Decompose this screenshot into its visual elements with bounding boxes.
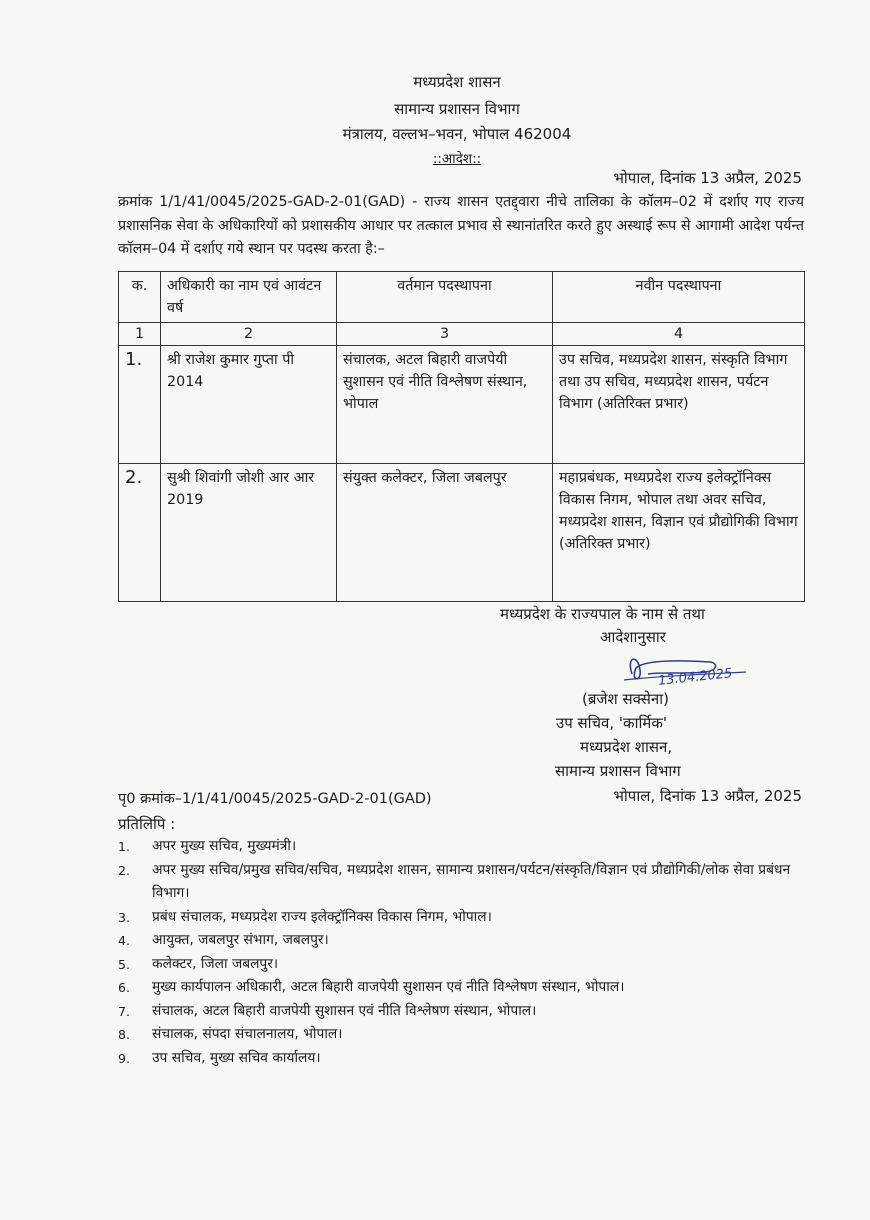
- header-current-posting: वर्तमान पदस्थापना: [337, 272, 553, 323]
- row-officer-name: श्री राजेश कुमार गुप्ता पी 2014: [161, 346, 337, 464]
- list-item: [118, 906, 808, 930]
- endorsement-number: पृ0 क्रमांक–1/1/41/0045/2025-GAD-2-01(GAD): [118, 791, 432, 807]
- row-serial: 2.: [119, 464, 161, 602]
- signatory-govt: मध्यप्रदेश शासन,: [580, 738, 673, 756]
- address-heading: मंत्रालय, वल्लभ–भवन, भोपाल 462004: [342, 125, 572, 143]
- list-number: 1.: [118, 839, 130, 854]
- list-item: [118, 1023, 808, 1047]
- table-row: [119, 346, 805, 464]
- list-item: [118, 1000, 808, 1024]
- list-number: 2.: [118, 862, 130, 878]
- column-number-row: [119, 323, 805, 346]
- copy-to-list: [118, 835, 808, 1070]
- copy-recipient: अपर मुख्य सचिव/प्रमुख सचिव/सचिव, मध्यप्रदेश शासन, सामान्य प्रशासन/पर्यटन/संस्कृति/विज्ञान एवं प्रौद्योगिकी/लोक सेवा प्रबंधन विभाग।: [152, 861, 791, 901]
- signatory-designation: उप सचिव, 'कार्मिक': [556, 714, 667, 732]
- signatory-department: सामान्य प्रशासन विभाग: [555, 762, 681, 780]
- list-item: [118, 953, 808, 977]
- governor-order-line: मध्यप्रदेश के राज्यपाल के नाम से तथा: [500, 605, 705, 623]
- copy-recipient: अपर मुख्य सचिव, मुख्यमंत्री।: [152, 838, 297, 854]
- copy-recipient: कलेक्टर, जिला जबलपुर।: [152, 955, 279, 972]
- list-item: [118, 976, 808, 1000]
- order-heading: ::आदेश::: [432, 151, 482, 167]
- copy-recipient: संचालक, अटल बिहारी वाजपेयी सुशासन एवं नीति विश्लेषण संस्थान, भोपाल।: [152, 1002, 537, 1019]
- order-authority-line: आदेशानुसार: [600, 628, 666, 646]
- header-new-posting: नवीन पदस्थापना: [553, 272, 805, 323]
- column-number: 3: [337, 323, 553, 346]
- row-current-posting: संचालक, अटल बिहारी वाजपेयी सुशासन एवं नीति विश्लेषण संस्थान, भोपाल: [337, 346, 553, 464]
- list-number: 9.: [118, 1050, 130, 1066]
- list-number: 5.: [118, 956, 130, 972]
- copy-recipient: आयुक्त, जबलपुर संभाग, जबलपुर।: [152, 932, 329, 948]
- order-intro-paragraph: क्रमांक 1/1/41/0045/2025-GAD-2-01(GAD) - राज्य शासन एतद्द्वारा नीचे तालिका के कॉलम–02 में दर्शाए गए राज्य प्रशासनिक सेवा के अधिकारियों को प्रशासकीय आधार पर तत्काल प्रभाव से स्थानांतरित करते हुए अस्थाई रूप से आगामी आदेश पर्यन्त कॉलम–04 में दर्शाए गये स्थान पर पदस्थ करता है:–: [118, 194, 804, 257]
- copy-to-title: प्रतिलिपि :: [118, 815, 176, 833]
- column-number: 4: [553, 323, 805, 346]
- signatory-name: (ब्रजेश सक्सेना): [582, 690, 669, 708]
- department-heading: सामान्य प्रशासन विभाग: [394, 100, 520, 118]
- list-number: 6.: [118, 980, 130, 995]
- list-item: [118, 835, 808, 859]
- column-number: 1: [119, 323, 161, 346]
- signature-date: 13.04.2025: [657, 666, 734, 689]
- column-number: 2: [161, 323, 337, 346]
- row-current-posting: संयुक्त कलेक्टर, जिला जबलपुर: [337, 464, 553, 602]
- order-date: भोपाल, दिनांक 13 अप्रैल, 2025: [613, 169, 802, 187]
- list-number: 8.: [118, 1027, 130, 1042]
- list-item: [118, 1047, 808, 1071]
- row-serial: 1.: [119, 346, 161, 464]
- row-new-posting: उप सचिव, मध्यप्रदेश शासन, संस्कृति विभाग तथा उप सचिव, मध्यप्रदेश शासन, पर्यटन विभाग (अतिरिक्त प्रभार): [553, 346, 805, 464]
- header-serial: क.: [119, 272, 161, 323]
- copy-recipient: मुख्य कार्यपालन अधिकारी, अटल बिहारी वाजपेयी सुशासन एवं नीति विश्लेषण संस्थान, भोपाल।: [152, 979, 625, 995]
- endorsement-date: भोपाल, दिनांक 13 अप्रैल, 2025: [613, 787, 802, 805]
- row-new-posting: महाप्रबंधक, मध्यप्रदेश राज्य इलेक्ट्रॉनिक्स विकास निगम, भोपाल तथा अवर सचिव, मध्यप्रदेश शासन, विज्ञान एवं प्रौद्योगिकी विभाग (अतिरिक्त प्रभार): [553, 464, 805, 602]
- list-item: [118, 929, 808, 953]
- list-number: 3.: [118, 909, 130, 925]
- list-number: 4.: [118, 933, 130, 948]
- header-officer-name: अधिकारी का नाम एवं आवंटन वर्ष: [161, 272, 337, 323]
- govt-heading: मध्यप्रदेश शासन: [413, 73, 501, 91]
- copy-recipient: संचालक, संपदा संचालनालय, भोपाल।: [152, 1026, 343, 1042]
- list-item: [118, 859, 808, 906]
- copy-recipient: प्रबंध संचालक, मध्यप्रदेश राज्य इलेक्ट्रॉनिक्स विकास निगम, भोपाल।: [152, 908, 492, 925]
- table-header-row: [119, 272, 805, 323]
- table-row: [119, 464, 805, 602]
- posting-table: [118, 271, 805, 602]
- row-officer-name: सुश्री शिवांगी जोशी आर आर 2019: [161, 464, 337, 602]
- copy-recipient: उप सचिव, मुख्य सचिव कार्यालय।: [152, 1049, 321, 1066]
- list-number: 7.: [118, 1003, 130, 1019]
